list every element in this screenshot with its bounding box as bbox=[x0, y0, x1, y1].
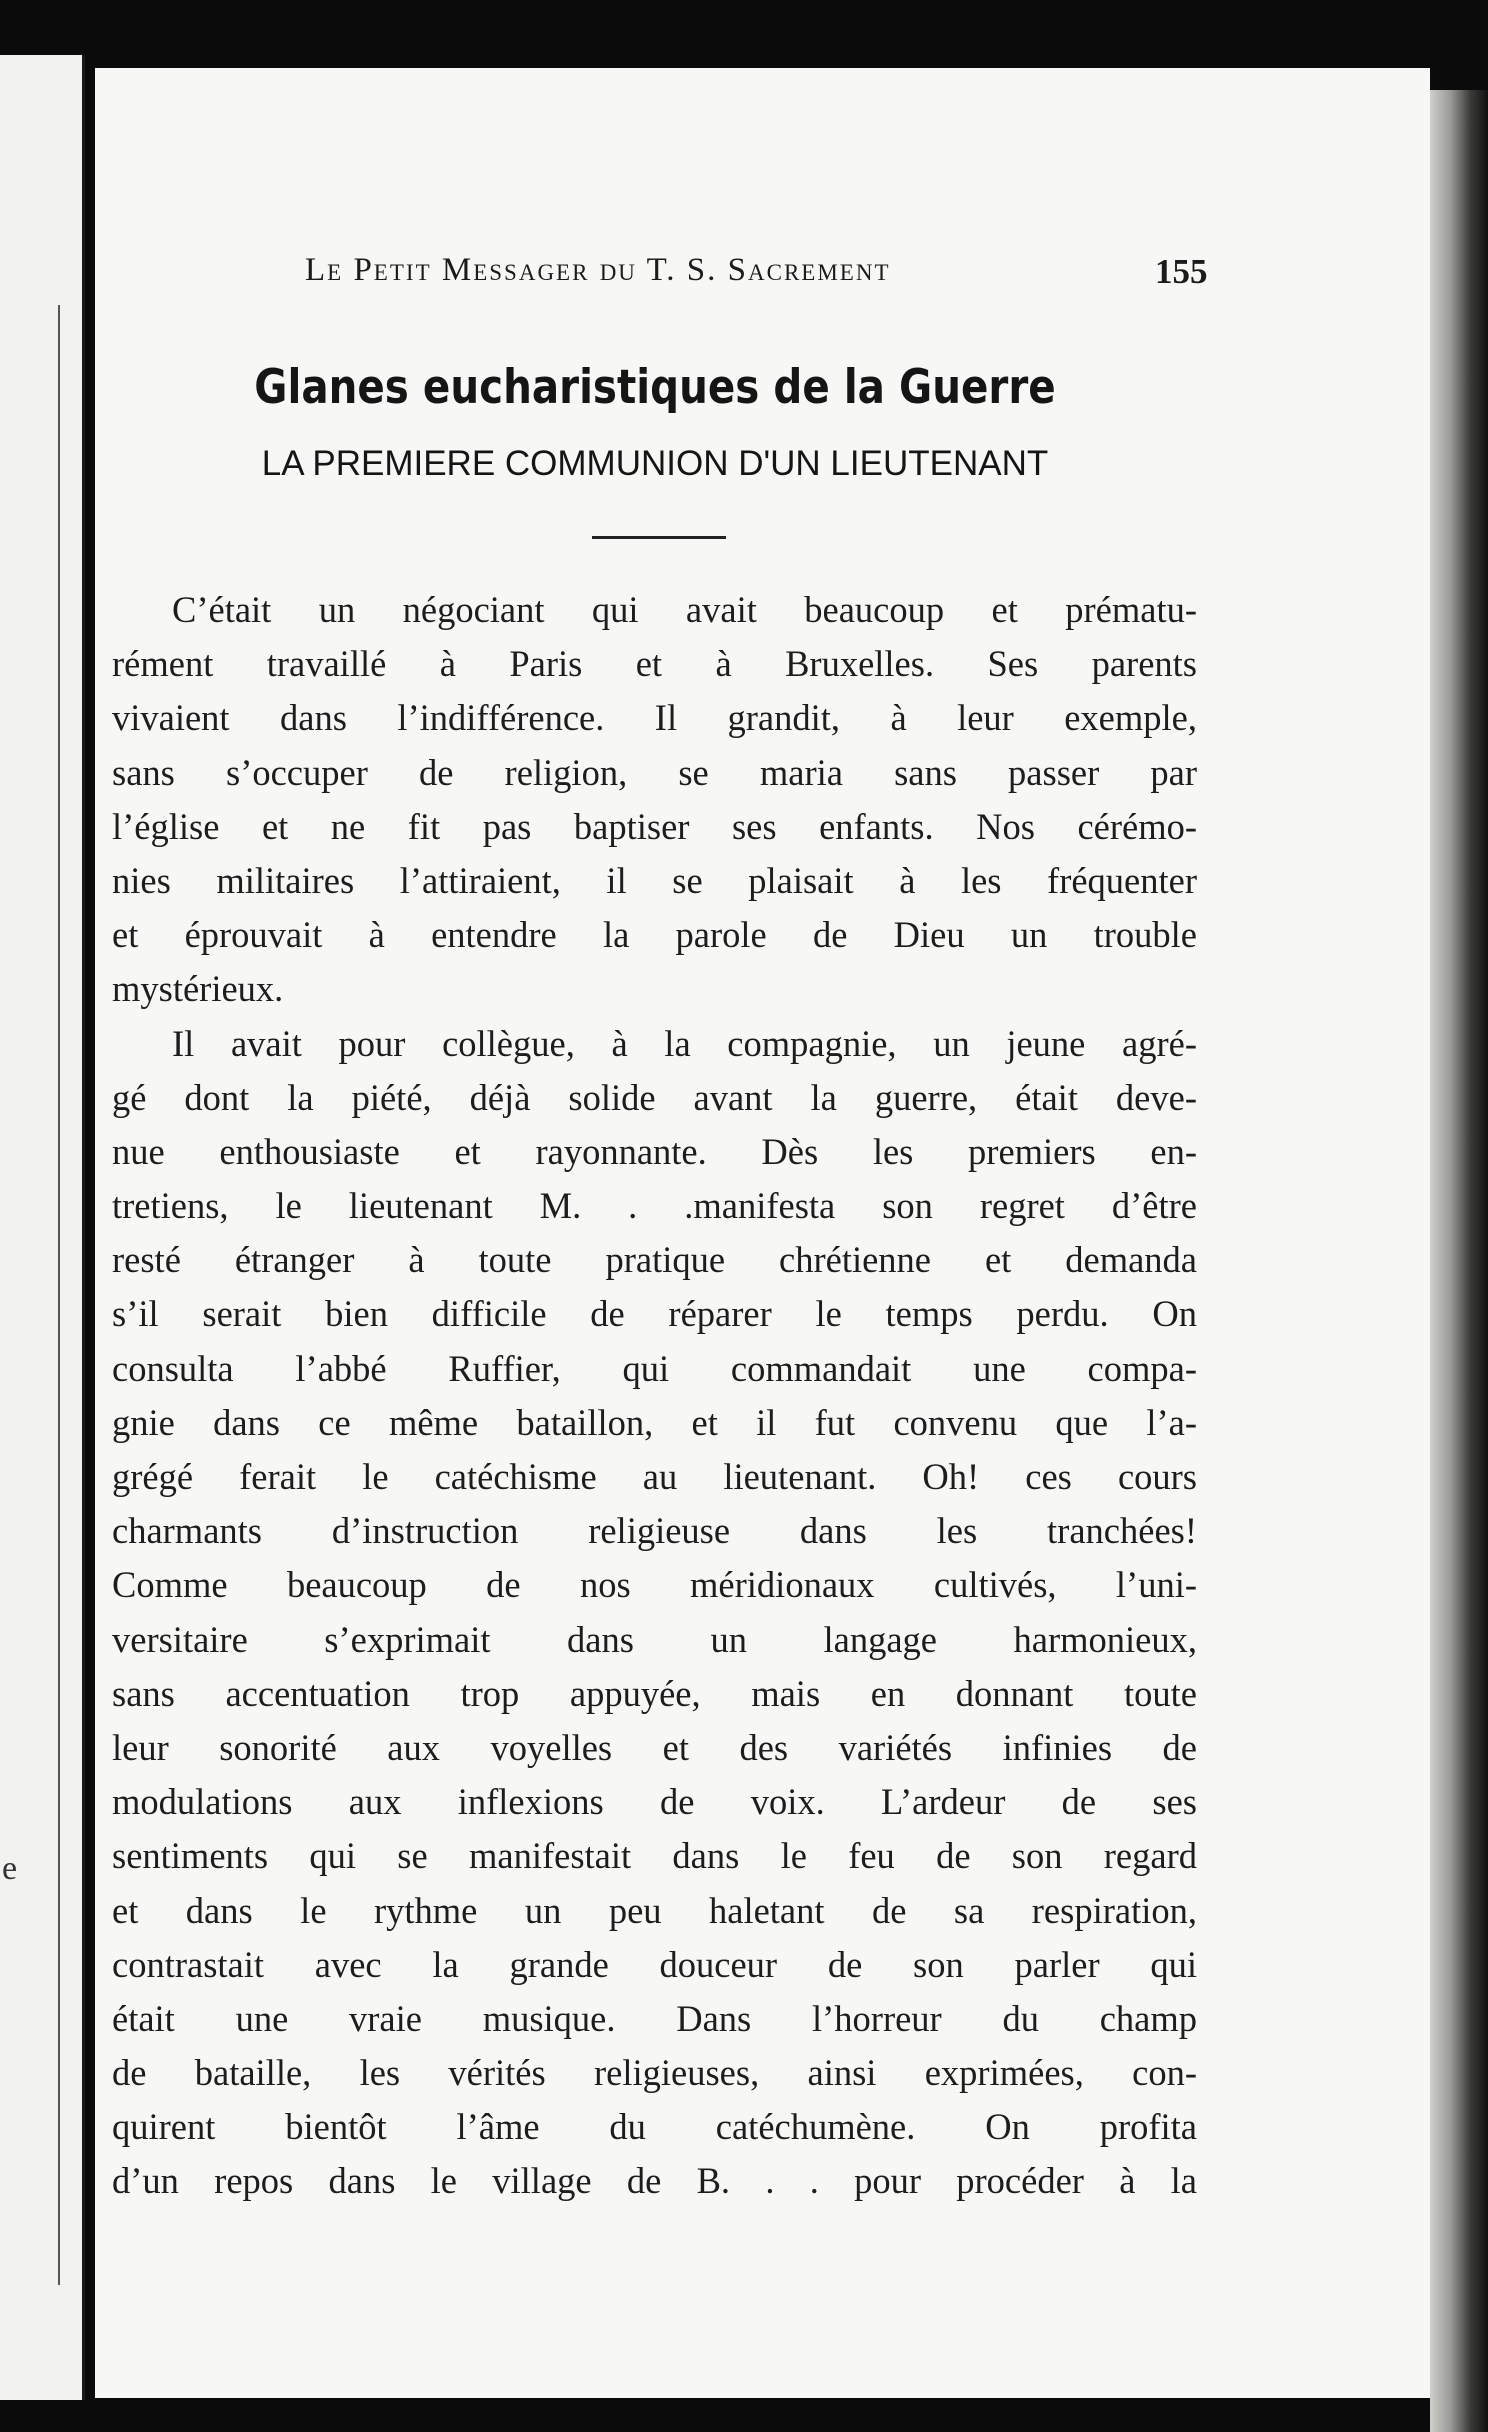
text-line: charmants d’instruction religieuse dans les tranchées! bbox=[112, 1510, 1197, 1552]
article-body bbox=[112, 583, 1197, 2209]
running-title: Le Petit Messager du T. S. Sacrement bbox=[305, 252, 891, 288]
left-page-border bbox=[0, 305, 60, 2285]
text-line: et éprouvait à entendre la parole de Dieu un trouble bbox=[112, 914, 1197, 956]
text-line: gnie dans ce même bataillon, et il fut convenu que l’a- bbox=[112, 1401, 1197, 1443]
book-edge bbox=[1430, 90, 1488, 2432]
text-line: d’un repos dans le village de B. . . pour procéder à la bbox=[112, 2160, 1197, 2202]
article-title: Glanes eucharistiques de la Guerre bbox=[254, 360, 1056, 415]
text-line: vivaient dans l’indifférence. Il grandit, à leur exemple, bbox=[112, 697, 1197, 739]
text-line: sans accentuation trop appuyée, mais en donnant toute bbox=[112, 1672, 1197, 1714]
text-line: tretiens, le lieutenant M. . .manifesta son regret d’être bbox=[112, 1185, 1197, 1227]
text-line: et dans le rythme un peu haletant de sa respiration, bbox=[112, 1889, 1197, 1931]
title-rule bbox=[592, 536, 726, 539]
text-line: nue enthousiaste et rayonnante. Dès les premiers en- bbox=[112, 1130, 1197, 1172]
text-line: s’il serait bien difficile de réparer le temps perdu. On bbox=[112, 1293, 1197, 1335]
paragraph-1 bbox=[112, 583, 1197, 1017]
paragraph-2 bbox=[112, 1017, 1197, 2209]
text-line: gé dont la piété, déjà solide avant la guerre, était deve- bbox=[112, 1076, 1197, 1118]
left-page-fragment: e bbox=[2, 1850, 18, 1887]
text-line: sans s’occuper de religion, se maria sans passer par bbox=[112, 751, 1197, 793]
text-line: leur sonorité aux voyelles et des variétés infinies de bbox=[112, 1726, 1197, 1768]
text-line: resté étranger à toute pratique chrétienne et demanda bbox=[112, 1239, 1197, 1281]
text-line: mystérieux. bbox=[112, 968, 284, 1010]
text-line: quirent bientôt l’âme du catéchumène. On profita bbox=[112, 2106, 1197, 2148]
text-line: était une vraie musique. Dans l’horreur du champ bbox=[112, 1997, 1197, 2039]
article-subtitle: LA PREMIERE COMMUNION D'UN LIEUTENANT bbox=[261, 444, 1049, 483]
text-line: l’église et ne fit pas baptiser ses enfants. Nos cérémo- bbox=[112, 805, 1197, 847]
text-line: nies militaires l’attiraient, il se plaisait à les fréquenter bbox=[112, 859, 1197, 901]
page-number: 155 bbox=[1155, 252, 1208, 291]
left-page-margin bbox=[0, 55, 85, 2400]
text-line: de bataille, les vérités religieuses, ainsi exprimées, con- bbox=[112, 2052, 1197, 2094]
text-line: grégé ferait le catéchisme au lieutenant. Oh! ces cours bbox=[112, 1456, 1197, 1497]
text-line: consulta l’abbé Ruffier, qui commandait une compa- bbox=[112, 1347, 1197, 1389]
text-line: sentiments qui se manifestait dans le feu de son regard bbox=[112, 1835, 1197, 1877]
text-line: rément travaillé à Paris et à Bruxelles. Ses parents bbox=[112, 643, 1197, 685]
text-line: C’était un négociant qui avait beaucoup et prématu- bbox=[172, 589, 1197, 630]
text-line: Il avait pour collègue, à la compagnie, un jeune agré- bbox=[172, 1022, 1197, 1064]
text-line: modulations aux inflexions de voix. L’ardeur de ses bbox=[112, 1781, 1197, 1823]
text-line: Comme beaucoup de nos méridionaux cultivés, l’uni- bbox=[112, 1564, 1197, 1606]
text-line: versitaire s’exprimait dans un langage harmonieux, bbox=[112, 1618, 1197, 1660]
text-line: contrastait avec la grande douceur de son parler qui bbox=[112, 1943, 1197, 1985]
